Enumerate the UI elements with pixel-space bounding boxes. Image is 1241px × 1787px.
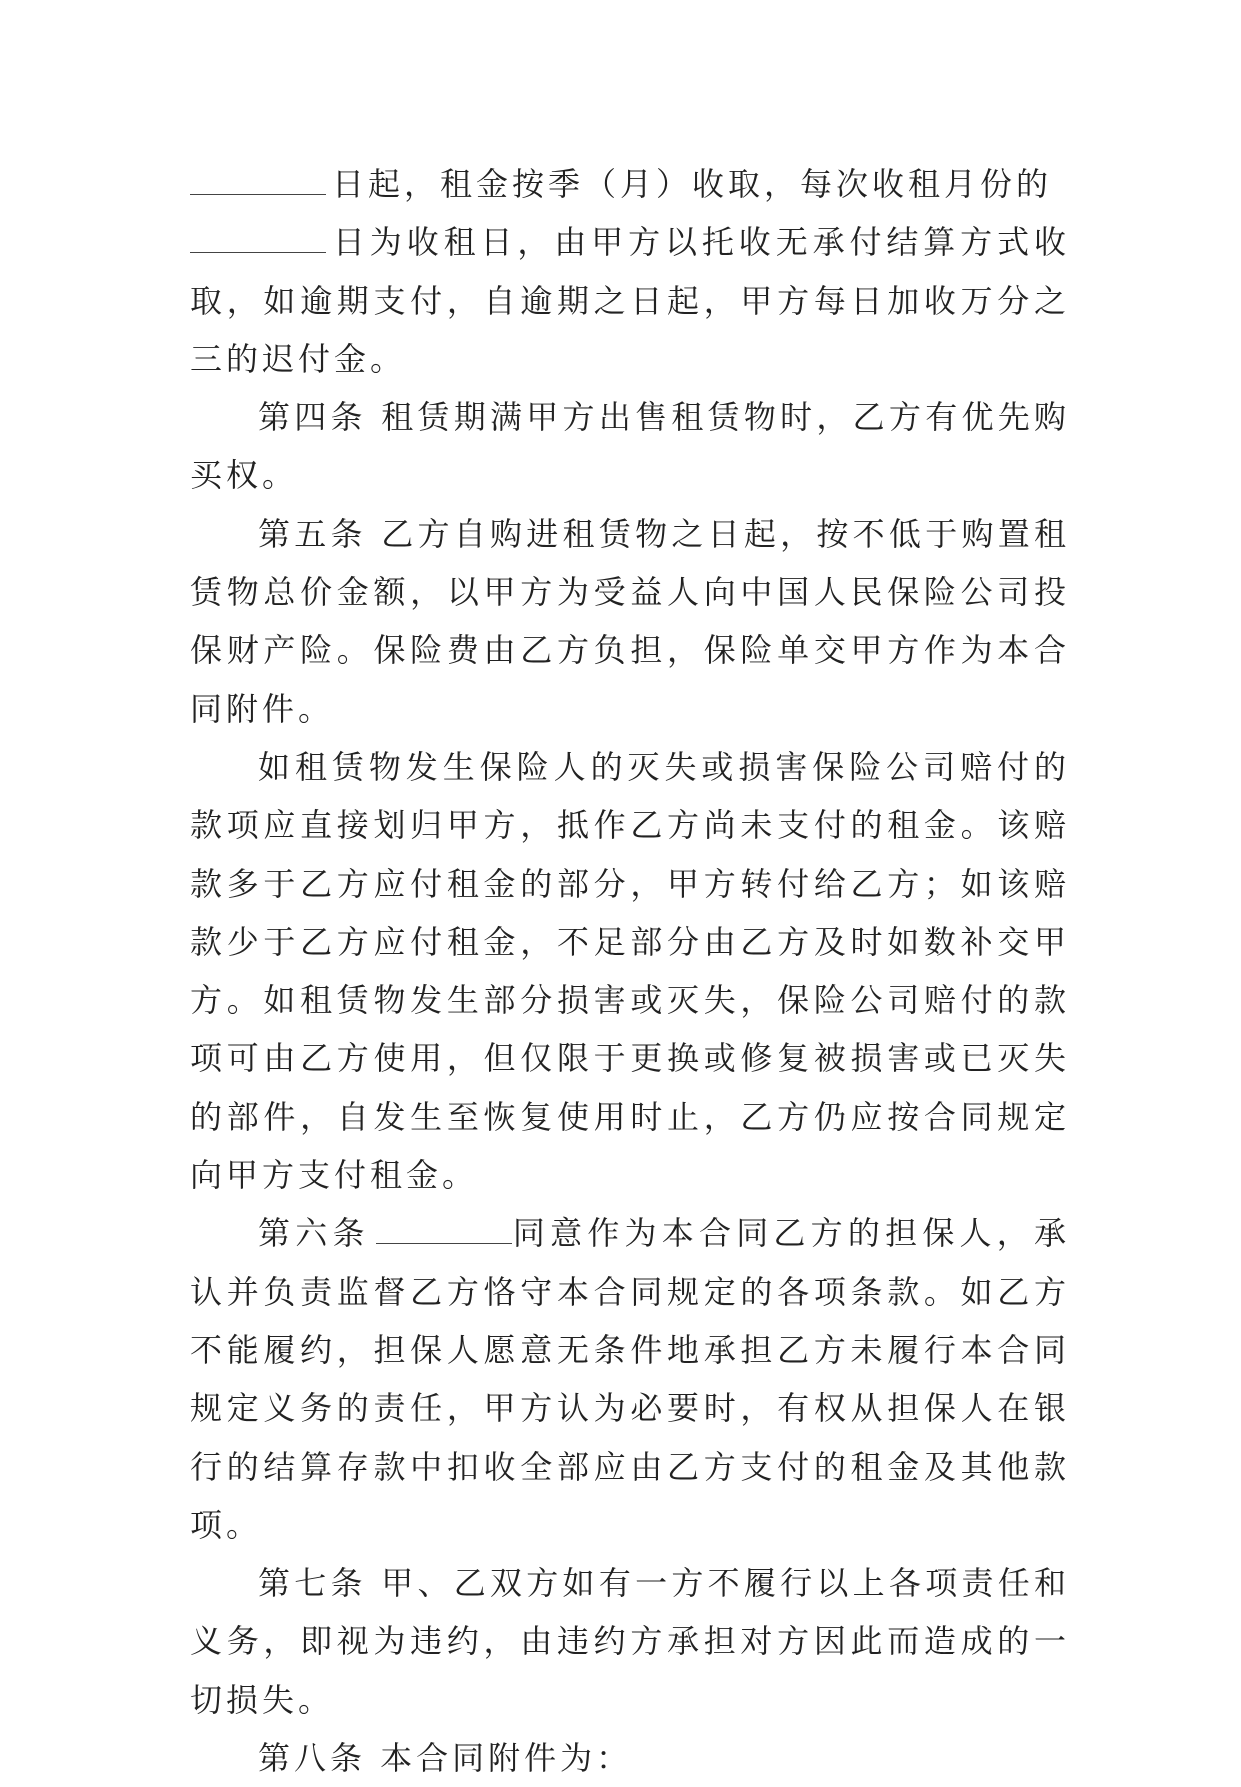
paragraph-article-7: 第七条 甲、乙双方如有一方不履行以上各项责任和义务，即视为违约，由违约方承担对方因此而造成的一切损失。 [190,1564,1070,1719]
paragraph-rent-terms [190,155,1070,388]
paragraph-article-8: 第八条 本合同附件为： [258,1739,633,1778]
blank-line [190,250,326,253]
article-6-label: 第六条 [258,1214,370,1253]
rent-terms-line2: 日为收租日，由甲方以托收无承付结算方式收取，如逾期支付，自逾期之日起，甲方每日加收万分之三的迟付金。 [190,223,1070,378]
paragraph-insurance-claims: 如租赁物发生保险人的灭失或损害保险公司赔付的款项应直接划归甲方，抵作乙方尚未支付的租金。该赔款多于乙方应付租金的部分，甲方转付给乙方；如该赔款少于乙方应付租金，不足部分由乙方及时如数补交甲方。如租赁物发生部分损害或灭失，保险公司赔付的款项可由乙方使用，但仅限于更换或修复被损害或已灭失的部件，自发生至恢复使用时止，乙方仍应按合同规定向甲方支付租金。 [190,747,1070,1195]
blank-line [190,192,326,195]
paragraph-article-5: 第五条 乙方自购进租赁物之日起，按不低于购置租赁物总价金额，以甲方为受益人向中国人民保险公司投保财产险。保险费由乙方负担，保险单交甲方作为本合同附件。 [190,514,1070,728]
blank-line [376,1241,512,1244]
article-6-text: 同意作为本合同乙方的担保人，承认并负责监督乙方恪守本合同规定的各项条款。如乙方不能履约，担保人愿意无条件地承担乙方未履行本合同规定义务的责任，甲方认为必要时，有权从担保人在银行的结算存款中扣收全部应由乙方支付的租金及其他款项。 [190,1214,1070,1544]
paragraph-article-6 [190,1204,1070,1554]
rent-terms-line1: 日起，租金按季（月）收取，每次收租月份的 [332,165,1053,203]
paragraph-article-4: 第四条 租赁期满甲方出售租赁物时，乙方有优先购买权。 [190,398,1070,495]
document-body [190,155,1070,1787]
